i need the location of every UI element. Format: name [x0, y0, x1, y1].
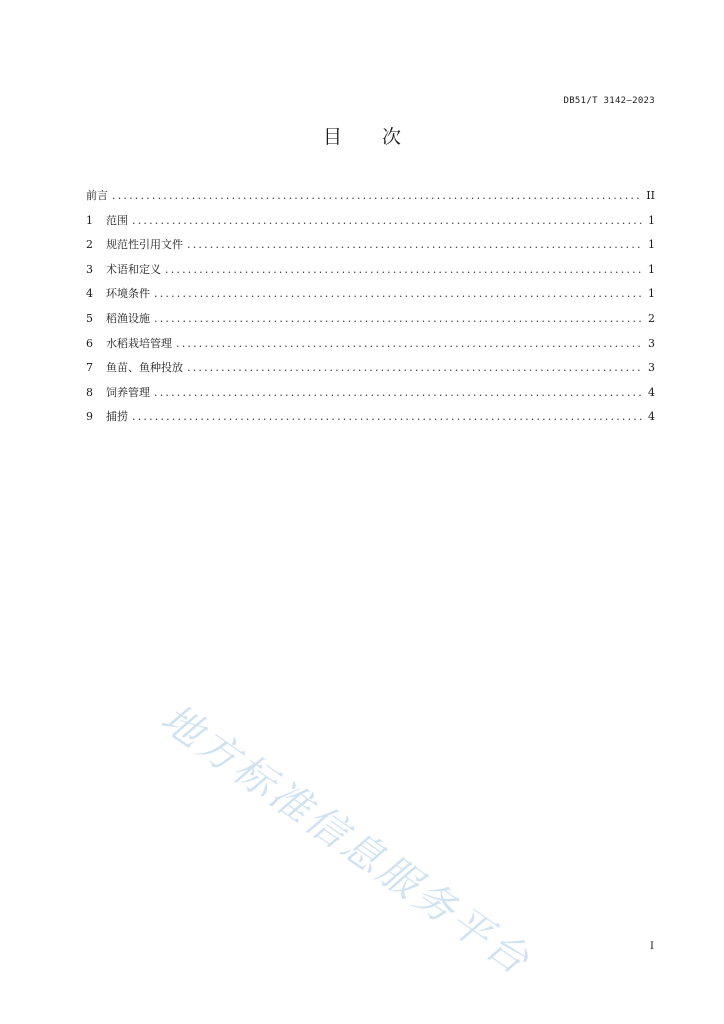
toc-entry-feeding[interactable] — [86, 381, 655, 406]
standard-code: DB51/T 3142—2023 — [563, 96, 655, 106]
toc-label: 捕捞 — [106, 410, 128, 424]
toc-entry-facilities[interactable] — [86, 307, 655, 332]
toc-leader-dots — [165, 258, 643, 283]
page-number: I — [650, 941, 654, 952]
toc-label: 稻渔设施 — [106, 311, 150, 325]
title-char-2: 次 — [382, 126, 402, 148]
toc-entry-terms-definitions[interactable] — [86, 258, 655, 283]
table-of-contents — [86, 184, 655, 430]
title-char-1: 目 — [322, 126, 342, 148]
toc-section-number: 5 — [86, 311, 93, 325]
toc-leader-dots — [112, 184, 642, 209]
toc-page-number: 1 — [648, 238, 655, 252]
toc-page-number: 1 — [648, 213, 655, 227]
toc-leader-dots — [187, 356, 643, 381]
toc-page-number: 1 — [648, 262, 655, 276]
toc-label: 前言 — [86, 189, 108, 202]
toc-label: 饲养管理 — [106, 385, 150, 399]
toc-page-number: 2 — [648, 311, 655, 325]
toc-page-number: 4 — [648, 385, 655, 399]
toc-section-number: 3 — [86, 262, 93, 276]
toc-leader-dots — [154, 307, 643, 332]
toc-leader-dots — [132, 209, 643, 234]
toc-leader-dots — [132, 405, 643, 430]
page-title — [0, 122, 724, 149]
toc-label: 规范性引用文件 — [106, 238, 183, 252]
toc-entry-scope[interactable] — [86, 209, 655, 234]
toc-section-number: 2 — [86, 238, 93, 252]
toc-page-number: 4 — [648, 410, 655, 424]
toc-leader-dots — [154, 381, 643, 406]
toc-leader-dots — [187, 233, 643, 258]
toc-entry-fry-stocking[interactable] — [86, 356, 655, 381]
toc-section-number: 9 — [86, 410, 93, 424]
toc-section-number: 4 — [86, 287, 93, 301]
toc-entry-normative-references[interactable] — [86, 233, 655, 258]
toc-leader-dots — [176, 332, 643, 357]
toc-page-number: II — [646, 189, 655, 202]
toc-label: 范围 — [106, 213, 128, 227]
toc-section-number: 8 — [86, 385, 93, 399]
toc-page-number: 1 — [648, 287, 655, 301]
toc-entry-environment[interactable] — [86, 282, 655, 307]
toc-entry-foreword[interactable] — [86, 184, 655, 209]
toc-entry-harvest[interactable] — [86, 405, 655, 430]
toc-label: 环境条件 — [106, 287, 150, 301]
toc-section-number: 6 — [86, 336, 93, 350]
toc-label: 鱼苗、鱼种投放 — [106, 361, 183, 375]
watermark: 地方标准信息服务平台 — [152, 695, 540, 986]
toc-label: 水稻栽培管理 — [106, 336, 172, 350]
toc-section-number: 1 — [86, 213, 93, 227]
toc-leader-dots — [154, 282, 643, 307]
toc-label: 术语和定义 — [106, 262, 161, 276]
toc-section-number: 7 — [86, 361, 93, 375]
toc-page-number: 3 — [648, 336, 655, 350]
toc-page-number: 3 — [648, 361, 655, 375]
toc-entry-rice-cultivation[interactable] — [86, 332, 655, 357]
